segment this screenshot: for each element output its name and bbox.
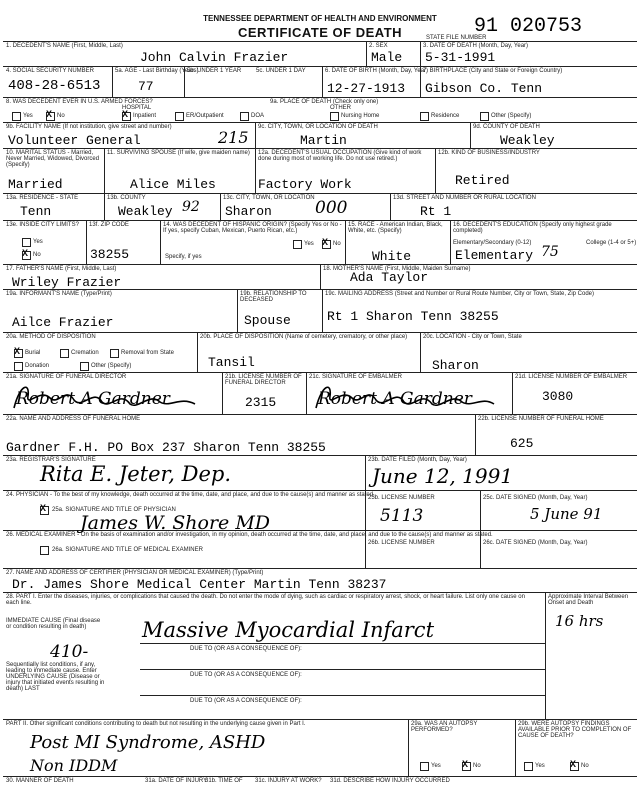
medical-examiner-checkbox[interactable] bbox=[40, 546, 49, 555]
rule bbox=[512, 372, 513, 414]
rule bbox=[345, 220, 346, 264]
age: 77 bbox=[138, 79, 154, 94]
label-county-of-death: 9d. COUNTY OF DEATH bbox=[473, 124, 540, 130]
rule bbox=[3, 568, 637, 569]
rule bbox=[3, 148, 637, 149]
label-date-of-death: 3. DATE OF DEATH (Month, Day, Year) bbox=[423, 43, 529, 49]
label-disposition-location: 20c. LOCATION - City or Town, State bbox=[423, 334, 522, 340]
label-date-of-injury: 31a. DATE OF INJURY bbox=[145, 778, 208, 784]
label-relationship: 19b. RELATIONSHIP TO DECEASED bbox=[240, 291, 307, 303]
label-due-to-1: DUE TO (OR AS A CONSEQUENCE OF): bbox=[190, 646, 302, 652]
label-sequential: Sequentially list conditions, if any, leading to immediate cause. Enter UNDERLYING CAUSE (Disease or injury that initiated events resulting in death) LAST bbox=[6, 662, 105, 692]
funeral-director-signature: Robert A Gardner bbox=[16, 389, 170, 409]
label-other-place: OTHER bbox=[330, 105, 351, 111]
label-res-county: 13b. COUNTY bbox=[107, 195, 146, 201]
rule bbox=[365, 455, 366, 490]
label-age: 5a. AGE - Last Birthday (Years) bbox=[115, 68, 199, 74]
mother-name: Ada Taylor bbox=[350, 270, 429, 285]
registrar-signature: Rita E. Jeter, Dep. bbox=[40, 462, 232, 486]
rule bbox=[408, 719, 409, 776]
certifier: Dr. James Shore Medical Center Martin Tenn 38237 bbox=[12, 577, 387, 592]
father-name: Wriley Frazier bbox=[12, 275, 122, 290]
zip-code: 38255 bbox=[90, 247, 130, 262]
certificate-title: CERTIFICATE OF DEATH bbox=[237, 25, 403, 40]
rule bbox=[450, 220, 451, 264]
label-city-of-death: 9c. CITY, TOWN, OR LOCATION OF DEATH bbox=[258, 124, 378, 130]
rule bbox=[515, 719, 516, 776]
label-industry: 12b. KIND OF BUSINESS/INDUSTRY bbox=[438, 150, 540, 156]
label-education-elementary: Elementary/Secondary (0-12) bbox=[453, 240, 532, 246]
removal-checkbox[interactable] bbox=[110, 349, 119, 358]
education-code: 75 bbox=[541, 244, 559, 260]
label-embalmer-signature: 21c. SIGNATURE OF EMBALMER bbox=[309, 374, 402, 380]
label-part-2: PART II. Other significant conditions contributing to death but not resulting in the underlying cause given in Part I. bbox=[6, 721, 306, 727]
label-autopsy-yes: Yes bbox=[431, 763, 441, 769]
label-res-city: 13c. CITY, TOWN, OR LOCATION bbox=[223, 195, 315, 201]
label-armed-forces: 8. WAS DECEDENT EVER IN U.S. ARMED FORCES? bbox=[6, 99, 153, 105]
label-birthplace: 7. BIRTHPLACE (City and State or Foreign Country) bbox=[423, 68, 563, 74]
industry: Retired bbox=[455, 173, 510, 188]
label-armed-forces-no: No bbox=[57, 113, 65, 119]
physician-license: 5113 bbox=[380, 506, 424, 526]
rule bbox=[3, 122, 637, 123]
informant-name: Ailce Frazier bbox=[12, 315, 114, 330]
label-under-1-day: 5c. UNDER 1 DAY bbox=[256, 68, 306, 74]
facility-name: Volunteer General bbox=[8, 133, 141, 148]
label-place-of-disposition: 20b. PLACE OF DISPOSITION (Name of cemetery, crematory, or other place) bbox=[200, 334, 408, 340]
cause-line bbox=[140, 695, 545, 696]
inpatient-mark: X bbox=[122, 110, 129, 121]
label-occupation: 12a. DECEDENT'S USUAL OCCUPATION (Give kind of work done during most of working life. Do not use retired.) bbox=[258, 150, 422, 162]
other-conditions: Post MI Syndrome, ASHD bbox=[30, 732, 266, 753]
rule bbox=[480, 490, 481, 530]
interval: 16 hrs bbox=[555, 612, 604, 630]
birthplace: Gibson Co. Tenn bbox=[425, 81, 543, 96]
rule bbox=[322, 289, 323, 332]
rule bbox=[420, 332, 421, 372]
decedent-name: John Calvin Frazier bbox=[140, 50, 289, 65]
label-sex: 2. SEX bbox=[369, 43, 388, 49]
rule bbox=[3, 193, 637, 194]
res-city-code: 000 bbox=[315, 198, 348, 218]
cause-code: 410- bbox=[50, 642, 89, 662]
rule bbox=[112, 66, 113, 97]
facility-code: 215 bbox=[218, 128, 249, 147]
res-county: Weakley bbox=[118, 204, 173, 219]
rule bbox=[322, 66, 323, 97]
marital-status: Married bbox=[8, 177, 63, 192]
label-education-college: College (1-4 or 5+) bbox=[586, 240, 637, 246]
agency-heading: TENNESSEE DEPARTMENT OF HEALTH AND ENVIRONMENT bbox=[203, 14, 437, 23]
ssn: 408-28-6513 bbox=[8, 78, 101, 94]
label-zip-code: 13f. ZIP CODE bbox=[89, 222, 129, 228]
label-hispanic-specify: Specify, if yes bbox=[165, 254, 202, 260]
label-mother-name: 18. MOTHER'S NAME (First, Middle, Maiden Surname) bbox=[323, 266, 471, 272]
label-due-to-2: DUE TO (OR AS A CONSEQUENCE OF): bbox=[190, 672, 302, 678]
label-armed-forces-yes: Yes bbox=[23, 113, 33, 119]
rule bbox=[475, 414, 476, 455]
rule bbox=[222, 372, 223, 414]
rule bbox=[3, 97, 637, 98]
label-education: 16. DECEDENT'S EDUCATION (Specify only highest grade completed) bbox=[453, 222, 612, 234]
label-physician-license: 25b. LICENSE NUMBER bbox=[368, 495, 435, 501]
rule bbox=[545, 592, 546, 719]
rule bbox=[3, 455, 637, 456]
residence-checkbox[interactable] bbox=[420, 112, 429, 121]
label-injury-at-work: 31c. INJURY AT WORK? bbox=[255, 778, 322, 784]
label-hispanic-no: No bbox=[333, 241, 341, 247]
cremation-checkbox[interactable] bbox=[60, 349, 69, 358]
city-limits-yes-checkbox[interactable] bbox=[22, 238, 31, 247]
other-conditions-2: Non IDDM bbox=[30, 756, 118, 775]
embalmer-license: 3080 bbox=[542, 389, 574, 404]
res-street: Rt 1 bbox=[420, 204, 452, 219]
file-number-label: STATE FILE NUMBER bbox=[426, 35, 487, 41]
label-me-license: 26b. LICENSE NUMBER bbox=[368, 540, 435, 546]
findings-yes-checkbox[interactable] bbox=[524, 762, 533, 771]
label-donation: Donation bbox=[25, 363, 50, 369]
rule bbox=[3, 719, 637, 720]
label-other-disposition: Other (Specify) bbox=[91, 363, 132, 369]
label-certifier: 27. NAME AND ADDRESS OF CERTIFIER (PHYSICIAN OR MEDICAL EXAMINER) (Type/Print) bbox=[6, 570, 264, 576]
label-burial: Burial bbox=[25, 350, 41, 356]
label-surviving-spouse: 11. SURVIVING SPOUSE (If wife, give maiden name) bbox=[107, 150, 250, 156]
label-autopsy-findings: 29b. WERE AUTOPSY FINDINGS AVAILABLE PRIOR TO COMPLETION OF CAUSE OF DEATH? bbox=[518, 721, 632, 739]
label-informant-name: 19a. INFORMANT'S NAME (Type/Print) bbox=[6, 291, 112, 297]
rule bbox=[3, 414, 637, 415]
label-er-outpatient: ER/Outpatient bbox=[186, 113, 224, 119]
label-place-of-death: 9a. PLACE OF DEATH (Check only one) bbox=[270, 99, 379, 105]
label-part-1: 28. PART I. Enter the diseases, injuries, or complications that caused the death. Do not enter the mode of dying, such as cardiac or respiratory arrest, shock, or heart failure. List only one cause on each line. bbox=[6, 594, 525, 606]
fd-license: 2315 bbox=[245, 395, 277, 410]
date-signed: 5 June 91 bbox=[530, 505, 603, 523]
city-limits-no-mark: X bbox=[22, 249, 29, 260]
funeral-home-license: 625 bbox=[510, 436, 534, 451]
label-ssn: 4. SOCIAL SECURITY NUMBER bbox=[6, 68, 95, 74]
label-marital-status: 10. MARITAL STATUS - Married, Never Married, Widowed, Divorced (Specify) bbox=[6, 150, 100, 168]
label-me-signature: 26a. SIGNATURE AND TITLE OF MEDICAL EXAMINER bbox=[52, 547, 203, 553]
date-filed: June 12, 1991 bbox=[372, 464, 514, 488]
label-manner-of-death: 30. MANNER OF DEATH bbox=[6, 778, 74, 784]
label-hispanic-yes: Yes bbox=[304, 241, 314, 247]
file-number: 91 020753 bbox=[474, 15, 583, 38]
rule bbox=[420, 41, 421, 66]
label-removal: Removal from State bbox=[121, 350, 175, 356]
armed-forces-no-mark: X bbox=[46, 110, 53, 121]
rule bbox=[255, 122, 256, 148]
hispanic-yes-checkbox[interactable] bbox=[293, 240, 302, 249]
education: Elementary bbox=[455, 248, 534, 263]
label-city-limits-no: No bbox=[33, 252, 41, 258]
label-hospital: HOSPITAL bbox=[122, 105, 152, 111]
rule bbox=[3, 332, 637, 333]
other-disposition-checkbox[interactable] bbox=[80, 362, 89, 371]
place-of-disposition: Tansil bbox=[208, 355, 255, 370]
label-autopsy: 29a. WAS AN AUTOPSY PERFORMED? bbox=[411, 721, 478, 733]
rule bbox=[3, 41, 637, 42]
rule bbox=[237, 289, 238, 332]
autopsy-yes-checkbox[interactable] bbox=[420, 762, 429, 771]
label-other-specify: Other (Specify) bbox=[491, 113, 532, 119]
rule bbox=[435, 148, 436, 193]
label-date-filed: 23b. DATE FILED (Month, Day, Year) bbox=[368, 457, 467, 463]
label-due-to-3: DUE TO (OR AS A CONSEQUENCE OF): bbox=[190, 698, 302, 704]
funeral-home: Gardner F.H. PO Box 237 Sharon Tenn 38255 bbox=[6, 440, 326, 455]
label-inpatient: Inpatient bbox=[133, 113, 157, 119]
label-time-of-injury: 31b. TIME OF bbox=[205, 778, 243, 784]
label-cremation: Cremation bbox=[71, 350, 99, 356]
rule bbox=[320, 264, 321, 289]
label-doa: DOA bbox=[251, 113, 265, 119]
immediate-cause: Massive Myocardial Infarct bbox=[142, 618, 435, 642]
embalmer-signature: Robert A Gardner bbox=[318, 389, 472, 409]
label-embalmer-license: 21d. LICENSE NUMBER OF EMBALMER bbox=[515, 374, 628, 380]
physician-mark: X bbox=[40, 504, 47, 515]
findings-no-mark: X bbox=[570, 760, 577, 771]
label-findings-yes: Yes bbox=[535, 763, 545, 769]
label-race: 15. RACE - American Indian, Black, White, etc. (Specify) bbox=[348, 222, 443, 234]
label-medical-examiner: 26. MEDICAL EXAMINER - On the basis of examination and/or investigation, in my opinion, death occurred at the time, date, and place, and due to the cause(s) and manner as stated. bbox=[6, 532, 493, 538]
hispanic-no-mark: X bbox=[322, 238, 329, 249]
date-of-death: 5-31-1991 bbox=[425, 50, 496, 65]
armed-forces-yes-checkbox[interactable] bbox=[12, 112, 21, 121]
rule bbox=[306, 372, 307, 414]
label-city-limits-yes: Yes bbox=[33, 239, 43, 245]
rule bbox=[3, 372, 637, 373]
label-interval: Approximate Interval Between Onset and Death bbox=[548, 594, 629, 606]
label-mailing-address: 19c. MAILING ADDRESS (Street and Number or Rural Route Number, City or Town, State, Zip Code) bbox=[325, 291, 594, 297]
rule bbox=[366, 41, 367, 66]
date-of-birth: 12-27-1913 bbox=[327, 81, 406, 96]
rule bbox=[3, 592, 637, 593]
er-outpatient-checkbox[interactable] bbox=[175, 112, 184, 121]
label-autopsy-no: No bbox=[473, 763, 481, 769]
rule bbox=[3, 490, 637, 491]
rule bbox=[3, 220, 637, 221]
rule bbox=[3, 66, 637, 67]
occupation: Factory Work bbox=[258, 177, 352, 192]
label-under-1-year: 5b. UNDER 1 YEAR bbox=[187, 68, 242, 74]
nursing-home-checkbox[interactable] bbox=[330, 112, 339, 121]
label-father-name: 17. FATHER'S NAME (First, Middle, Last) bbox=[6, 266, 117, 272]
label-hispanic-origin: 14. WAS DECEDENT OF HISPANIC ORIGIN? (Specify Yes or No - If yes, specify Cuban, Mexican, Puerto Rican, etc.) bbox=[163, 222, 342, 234]
label-injury-description: 31d. DESCRIBE HOW INJURY OCCURRED bbox=[330, 778, 450, 784]
surviving-spouse: Alice Miles bbox=[130, 177, 216, 192]
rule bbox=[390, 193, 391, 220]
label-immediate-cause: IMMEDIATE CAUSE (Final disease or condition resulting in death) bbox=[6, 618, 101, 630]
res-state: Tenn bbox=[20, 204, 52, 219]
label-physician-signature: 25a. SIGNATURE AND TITLE OF PHYSICIAN bbox=[52, 507, 176, 513]
label-date-signed: 25c. DATE SIGNED (Month, Day, Year) bbox=[483, 495, 588, 501]
rule bbox=[104, 148, 105, 193]
rule bbox=[197, 332, 198, 372]
rule bbox=[104, 193, 105, 220]
label-date-of-birth: 6. DATE OF BIRTH (Month, Day, Year) bbox=[325, 68, 429, 74]
label-physician-statement: 24. PHYSICIAN - To the best of my knowledge, death occurred at the time, date, and place, and due to the cause(s) and manner as stated. bbox=[6, 492, 375, 498]
label-facility-name: 9b. FACILITY NAME (If not institution, give street and number) bbox=[6, 124, 172, 130]
label-fd-license: 21b. LICENSE NUMBER OF FUNERAL DIRECTOR bbox=[225, 374, 302, 386]
label-nursing-home: Nursing Home bbox=[341, 113, 380, 119]
donation-checkbox[interactable] bbox=[14, 362, 23, 371]
label-fd-signature: 21a. SIGNATURE OF FUNERAL DIRECTOR bbox=[6, 374, 127, 380]
mailing-address: Rt 1 Sharon Tenn 38255 bbox=[327, 309, 499, 324]
label-funeral-home-license: 22b. LICENSE NUMBER OF FUNERAL HOME bbox=[478, 416, 604, 422]
label-me-date-signed: 26c. DATE SIGNED (Month, Day, Year) bbox=[483, 540, 588, 546]
county-of-death: Weakley bbox=[500, 133, 555, 148]
label-decedent-name: 1. DECEDENT'S NAME (First, Middle, Last) bbox=[6, 43, 123, 49]
label-findings-no: No bbox=[581, 763, 589, 769]
doa-checkbox[interactable] bbox=[240, 112, 249, 121]
race: White bbox=[372, 249, 412, 264]
physician-signature: James W. Shore MD bbox=[80, 512, 271, 534]
sex: Male bbox=[371, 50, 403, 65]
autopsy-no-mark: X bbox=[462, 760, 469, 771]
disposition-location: Sharon bbox=[432, 358, 479, 373]
label-res-street: 13d. STREET AND NUMBER OR RURAL LOCATION bbox=[393, 195, 536, 201]
rule bbox=[3, 776, 637, 777]
rule bbox=[86, 220, 87, 264]
label-residence: Residence bbox=[431, 113, 460, 119]
label-res-state: 13a. RESIDENCE - STATE bbox=[6, 195, 79, 201]
label-disposition-method: 20a. METHOD OF DISPOSITION bbox=[6, 334, 96, 340]
res-city: Sharon bbox=[225, 204, 272, 219]
other-place-checkbox[interactable] bbox=[480, 112, 489, 121]
label-registrar-signature: 23a. REGISTRAR'S SIGNATURE bbox=[6, 457, 96, 463]
rule bbox=[160, 220, 161, 264]
rule bbox=[470, 122, 471, 148]
relationship: Spouse bbox=[244, 313, 291, 328]
label-funeral-home: 22a. NAME AND ADDRESS OF FUNERAL HOME bbox=[6, 416, 141, 422]
burial-mark: X bbox=[14, 347, 21, 358]
cause-line bbox=[140, 669, 545, 670]
cause-line bbox=[140, 643, 545, 644]
rule bbox=[255, 148, 256, 193]
city-of-death: Martin bbox=[300, 133, 347, 148]
label-city-limits: 13e. INSIDE CITY LIMITS? bbox=[6, 222, 79, 228]
rule bbox=[220, 193, 221, 220]
res-county-code: 92 bbox=[182, 199, 200, 215]
